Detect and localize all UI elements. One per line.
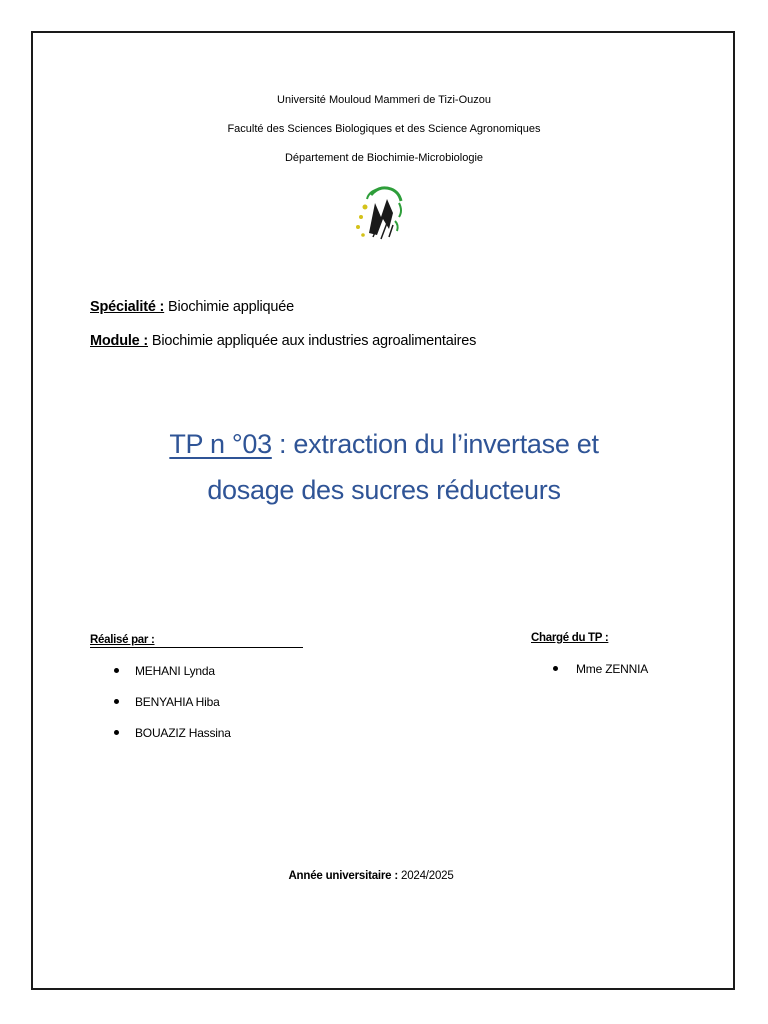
student-name-3: BOUAZIZ Hassina xyxy=(135,726,231,740)
module-line xyxy=(90,333,476,349)
document-title xyxy=(0,421,768,513)
bullet-dot xyxy=(114,668,119,673)
student-name-2: BENYAHIA Hiba xyxy=(135,695,220,709)
university-logo-icon xyxy=(349,183,409,243)
charge-du-tp-label: Chargé du TP : xyxy=(531,632,609,644)
specialite-line xyxy=(90,299,294,315)
student-name-1: MEHANI Lynda xyxy=(135,664,215,678)
title-line-2: dosage des sucres réducteurs xyxy=(207,475,561,505)
academic-year xyxy=(0,870,742,882)
academic-year-value: 2024/2025 xyxy=(398,870,454,882)
bullet-dot xyxy=(553,666,558,671)
bullet-dot xyxy=(114,730,119,735)
bullet-dot xyxy=(114,699,119,704)
realise-par-label: Réalisé par : xyxy=(90,634,155,646)
title-tp-number: TP n °03 xyxy=(169,429,272,459)
title-line-1-rest: : extraction du l’invertase et xyxy=(271,429,599,459)
specialite-key: Spécialité : xyxy=(90,299,165,315)
title-line-1 xyxy=(0,421,768,467)
realise-par-underline xyxy=(90,647,303,648)
department-name: Département de Biochimie-Microbiologie xyxy=(284,152,484,164)
university-name: Université Mouloud Mammeri de Tizi-Ouzou xyxy=(277,94,491,106)
faculty-name: Faculté des Sciences Biologiques et des Science Agronomiques xyxy=(227,123,541,135)
module-key: Module : xyxy=(90,333,149,349)
specialite-value: Biochimie appliquée xyxy=(168,299,294,315)
teacher-name-1: Mme ZENNIA xyxy=(576,662,649,676)
module-value: Biochimie appliquée aux industries agroalimentaires xyxy=(151,333,477,349)
academic-year-key: Année universitaire : xyxy=(288,870,398,882)
